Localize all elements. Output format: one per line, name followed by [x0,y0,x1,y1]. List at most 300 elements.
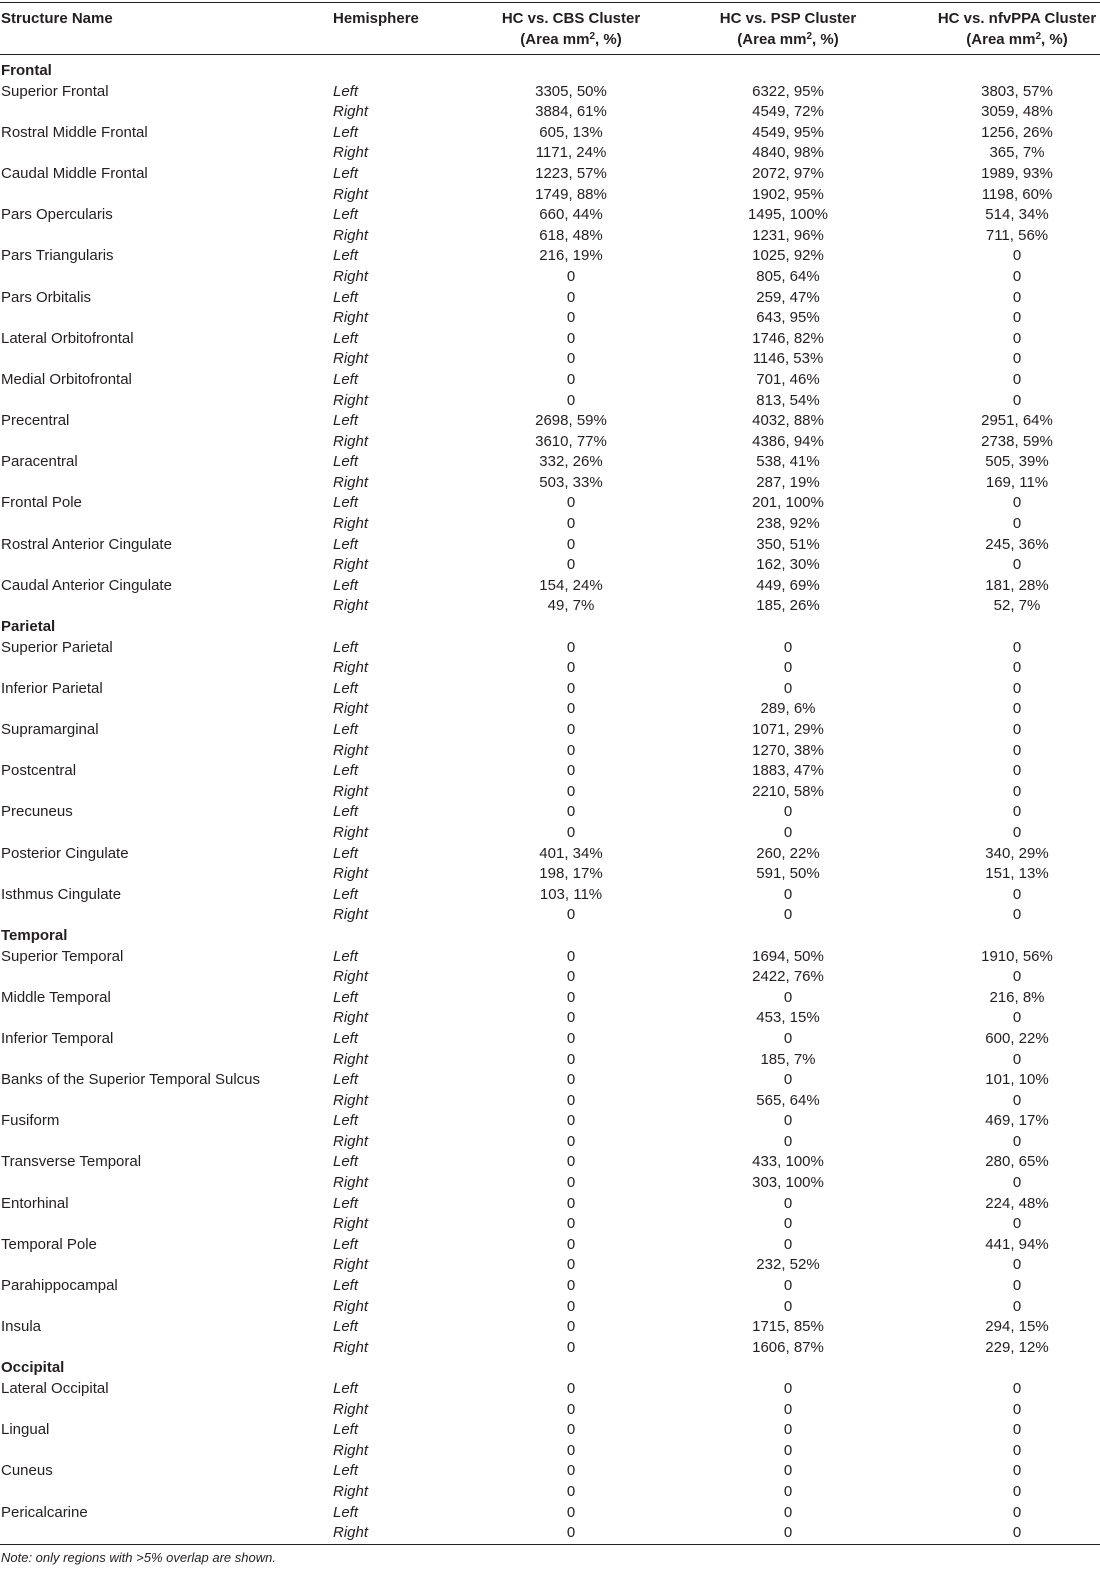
psp-value: 2210, 58% [752,782,824,800]
hemisphere-right: Right [333,432,369,450]
nfvppa-value: 3803, 57% [981,82,1053,100]
psp-value: 0 [783,1421,793,1439]
table-row [0,1070,1100,1091]
psp-value: 0 [783,1277,793,1295]
table-row [0,1008,1100,1029]
nfvppa-value: 0 [1012,741,1022,759]
table-row [0,638,1100,659]
psp-value: 0 [783,1132,793,1150]
psp-value: 4549, 72% [752,103,824,121]
table-row [0,1503,1100,1524]
nfvppa-value: 216, 8% [989,988,1045,1006]
nfvppa-value: 0 [1012,1174,1022,1192]
table-row [0,1400,1100,1421]
cbs-value: 401, 34% [539,844,603,862]
nfvppa-value: 0 [1012,370,1022,388]
structure-name: Transverse Temporal [1,1153,142,1171]
cbs-value: 0 [566,741,576,759]
hemisphere-right: Right [333,1482,369,1500]
nfvppa-value: 1910, 56% [981,947,1053,965]
structure-name: Posterior Cingulate [1,844,129,862]
nfvppa-value: 469, 17% [985,1112,1049,1130]
nfvppa-value: 0 [1012,1462,1022,1480]
nfvppa-value: 294, 15% [985,1318,1049,1336]
table-row [0,370,1100,391]
psp-value: 0 [783,1215,793,1233]
header-hc-vs-nfvppa [907,8,1100,50]
hemisphere-right: Right [333,906,369,924]
cbs-value: 618, 48% [539,226,603,244]
psp-value: 0 [783,1235,793,1253]
cbs-value: 0 [566,679,576,697]
cbs-value: 103, 11% [539,885,603,903]
hemisphere-left: Left [333,1380,359,1397]
cbs-value: 1223, 57% [535,164,607,182]
table-row [0,1194,1100,1215]
table-row [0,1152,1100,1173]
table-row [0,1111,1100,1132]
table-row [0,1379,1100,1400]
nfvppa-value: 0 [1012,659,1022,677]
psp-value: 185, 7% [760,1050,816,1068]
nfvppa-value: 0 [1012,494,1022,512]
cbs-value: 503, 33% [539,473,603,491]
psp-value: 1146, 53% [752,350,824,368]
table-row [0,1132,1100,1153]
psp-value: 4386, 94% [752,432,824,450]
cbs-value: 0 [566,823,576,841]
table-row [0,329,1100,350]
table-row [0,864,1100,885]
cbs-value: 216, 19% [539,247,603,265]
psp-value: 453, 15% [756,1009,820,1027]
hemisphere-left: Left [333,247,359,265]
hemisphere-left: Left [333,453,359,471]
nfvppa-value: 0 [1012,679,1022,697]
hemisphere-left: Left [333,1194,359,1212]
psp-value: 1025, 92% [752,247,824,265]
hemisphere-right: Right [333,350,369,368]
nfvppa-value: 1198, 60% [981,185,1053,203]
hemisphere-left: Left [333,844,359,862]
table-row [0,761,1100,782]
cbs-value: 0 [566,1462,576,1480]
psp-value: 0 [783,1029,793,1047]
hemisphere-right: Right [333,1338,369,1356]
hemisphere-right: Right [333,556,369,574]
nfvppa-value: 0 [1012,1400,1022,1418]
cbs-value: 0 [566,535,576,553]
structure-name: Superior Parietal [1,638,113,656]
psp-value: 0 [783,1194,793,1212]
psp-value: 0 [783,803,793,821]
structure-name: Supramarginal [1,721,99,738]
nfvppa-value: 0 [1012,1277,1022,1295]
section-header-row [0,617,1100,638]
psp-value: 0 [783,1441,793,1459]
nfvppa-value: 0 [1012,721,1022,738]
header-hc-vs-cbs [461,8,681,50]
nfvppa-value: 0 [1012,1091,1022,1109]
structure-name: Middle Temporal [1,988,111,1006]
nfvppa-value: 280, 65% [985,1153,1049,1171]
psp-value: 0 [783,679,793,697]
cbs-value: 0 [566,1174,576,1192]
table-row [0,143,1100,164]
nfvppa-value: 224, 48% [985,1194,1049,1212]
structure-name: Postcentral [1,762,77,780]
nfvppa-value: 0 [1012,1482,1022,1500]
header-hc-vs-psp [678,8,898,50]
table-note: Note: only regions with >5% overlap are shown. [1,1550,276,1565]
hemisphere-left: Left [333,123,359,141]
structure-name: Paracentral [1,453,78,471]
psp-value: 6322, 95% [752,82,824,100]
hemisphere-left: Left [333,947,359,965]
table-row [0,1441,1100,1462]
header-structure-name: Structure Name [1,10,113,27]
table-row [0,555,1100,576]
nfvppa-value: 0 [1012,329,1022,347]
psp-value: 643, 95% [756,309,820,327]
structure-name: Lingual [1,1421,50,1439]
cbs-value: 0 [566,1132,576,1150]
table-row [0,1091,1100,1112]
nfvppa-value: 3059, 48% [981,103,1053,121]
table-row [0,1029,1100,1050]
table-row [0,535,1100,556]
hemisphere-right: Right [333,1009,369,1027]
nfvppa-value: 0 [1012,1050,1022,1068]
nfvppa-value: 514, 34% [985,206,1049,224]
section-header-row [0,1358,1100,1379]
nfvppa-value: 365, 7% [989,144,1045,162]
table-row [0,1297,1100,1318]
nfvppa-value: 0 [1012,762,1022,780]
cbs-value: 0 [566,1297,576,1315]
psp-value: 303, 100% [752,1174,824,1192]
hemisphere-left: Left [333,1421,359,1439]
hemisphere-left: Left [333,721,359,738]
table-row [0,596,1100,617]
nfvppa-value: 0 [1012,1380,1022,1397]
hemisphere-right: Right [333,782,369,800]
hemisphere-left: Left [333,1277,359,1295]
cbs-value: 0 [566,1524,576,1542]
cbs-value: 0 [566,1112,576,1130]
hemisphere-right: Right [333,741,369,759]
psp-value: 0 [783,823,793,841]
table-row [0,885,1100,906]
structure-name: Banks of the Superior Temporal Sulcus [1,1071,261,1089]
hemisphere-left: Left [333,762,359,780]
hemisphere-left: Left [333,1503,359,1521]
table-row [0,1482,1100,1503]
hemisphere-left: Left [333,1112,359,1130]
table-row [0,267,1100,288]
table-row [0,1214,1100,1235]
table-row [0,349,1100,370]
cbs-value: 0 [566,350,576,368]
table-row [0,288,1100,309]
nfvppa-value: 101, 10% [985,1071,1049,1089]
psp-value: 0 [783,1071,793,1089]
cbs-value: 0 [566,1503,576,1521]
table-row [0,1276,1100,1297]
table-row [0,123,1100,144]
cbs-value: 3610, 77% [535,432,607,450]
nfvppa-value: 0 [1012,1503,1022,1521]
section-title: Frontal [1,62,52,79]
table-row [0,1338,1100,1359]
section-header-row [0,926,1100,947]
header-hc-vs-psp-title: HC vs. PSP Cluster [719,10,857,27]
psp-value: 162, 30% [756,556,820,574]
cbs-value: 1749, 88% [535,185,607,203]
psp-value: 259, 47% [756,288,820,306]
cbs-value: 0 [566,370,576,388]
psp-value: 185, 26% [756,597,820,615]
table-row [0,1461,1100,1482]
hemisphere-right: Right [333,865,369,883]
psp-value: 0 [783,1482,793,1500]
table-row [0,391,1100,412]
hemisphere-left: Left [333,679,359,697]
table-body [0,61,1100,1544]
cbs-value: 0 [566,556,576,574]
structure-name: Precentral [1,412,70,430]
psp-value: 232, 52% [756,1256,820,1274]
psp-value: 350, 51% [756,535,820,553]
cbs-value: 0 [566,1029,576,1047]
structure-name: Entorhinal [1,1194,69,1212]
table-row [0,1420,1100,1441]
nfvppa-value: 181, 28% [985,576,1049,594]
psp-value: 1746, 82% [752,329,824,347]
structure-name: Precuneus [1,803,73,821]
psp-value: 0 [783,1297,793,1315]
section-title: Parietal [1,618,56,636]
psp-value: 0 [783,1380,793,1397]
hemisphere-left: Left [333,988,359,1006]
header-hc-vs-nfvppa-unit: (Area $mm^2$, %) [966,31,1068,48]
table-row [0,988,1100,1009]
hemisphere-right: Right [333,1050,369,1068]
nfvppa-value: 0 [1012,906,1022,924]
psp-value: 1694, 50% [752,947,824,965]
structure-name: Cuneus [1,1462,53,1480]
cbs-value: 0 [566,267,576,285]
table-row [0,1050,1100,1071]
hemisphere-right: Right [333,1441,369,1459]
nfvppa-value: 2951, 64% [981,412,1053,430]
nfvppa-value: 169, 11% [985,473,1049,491]
hemisphere-right: Right [333,515,369,533]
table-row [0,82,1100,103]
bottom-rule [0,1544,1100,1545]
nfvppa-value: 0 [1012,288,1022,306]
hemisphere-right: Right [333,226,369,244]
nfvppa-value: 0 [1012,823,1022,841]
table-row [0,493,1100,514]
hemisphere-left: Left [333,206,359,224]
hemisphere-left: Left [333,1462,359,1480]
hemisphere-right: Right [333,1400,369,1418]
nfvppa-value: 0 [1012,1421,1022,1439]
cbs-value: 0 [566,659,576,677]
cbs-value: 0 [566,1091,576,1109]
structure-name: Lateral Orbitofrontal [1,329,134,347]
hemisphere-right: Right [333,1297,369,1315]
cbs-value: 0 [566,700,576,718]
table-row [0,452,1100,473]
hemisphere-left: Left [333,164,359,182]
nfvppa-value: 0 [1012,885,1022,903]
hemisphere-left: Left [333,535,359,553]
header-hc-vs-nfvppa-title: HC vs. nfvPPA Cluster [937,10,1097,27]
table-row [0,185,1100,206]
cbs-value: 0 [566,638,576,656]
hemisphere-right: Right [333,1256,369,1274]
structure-name: Medial Orbitofrontal [1,370,132,388]
cbs-value: 0 [566,762,576,780]
table-row [0,205,1100,226]
hemisphere-left: Left [333,412,359,430]
nfvppa-value: 0 [1012,968,1022,986]
top-rule [0,2,1100,3]
structure-name: Parahippocampal [1,1277,118,1295]
psp-value: 1231, 96% [752,226,824,244]
table-row [0,679,1100,700]
structure-name: Inferior Temporal [1,1029,114,1047]
psp-value: 4549, 95% [752,123,824,141]
structure-name: Pars Orbitalis [1,288,92,306]
hemisphere-right: Right [333,659,369,677]
structure-name: Pericalcarine [1,1503,88,1521]
cbs-value: 0 [566,1194,576,1212]
psp-value: 0 [783,1503,793,1521]
hemisphere-right: Right [333,267,369,285]
nfvppa-value: 340, 29% [985,844,1049,862]
table-row [0,1173,1100,1194]
cbs-value: 0 [566,1338,576,1356]
table-row [0,802,1100,823]
psp-value: 1606, 87% [752,1338,824,1356]
cbs-value: 0 [566,515,576,533]
structure-name: Superior Frontal [1,82,109,100]
nfvppa-value: 0 [1012,556,1022,574]
structure-name: Caudal Middle Frontal [1,164,148,182]
structure-name: Rostral Anterior Cingulate [1,535,172,553]
psp-value: 238, 92% [756,515,820,533]
psp-value: 4032, 88% [752,412,824,430]
structure-name: Lateral Occipital [1,1380,109,1397]
hemisphere-right: Right [333,1091,369,1109]
nfvppa-value: 0 [1012,391,1022,409]
nfvppa-value: 151, 13% [985,865,1049,883]
hemisphere-right: Right [333,1524,369,1542]
cbs-value: 154, 24% [539,576,603,594]
table-row [0,782,1100,803]
nfvppa-value: 0 [1012,515,1022,533]
hemisphere-right: Right [333,597,369,615]
nfvppa-value: 600, 22% [985,1029,1049,1047]
nfvppa-value: 0 [1012,309,1022,327]
table-row [0,720,1100,741]
structure-name: Temporal Pole [1,1235,97,1253]
hemisphere-left: Left [333,576,359,594]
table-row [0,1317,1100,1338]
hemisphere-left: Left [333,1235,359,1253]
nfvppa-value: 0 [1012,247,1022,265]
hemisphere-right: Right [333,1174,369,1192]
structure-name: Pars Opercularis [1,206,113,224]
psp-value: 701, 46% [756,370,820,388]
nfvppa-value: 441, 94% [985,1235,1049,1253]
hemisphere-right: Right [333,185,369,203]
cbs-value: 3305, 50% [535,82,607,100]
table-row [0,1255,1100,1276]
hemisphere-left: Left [333,1318,359,1336]
nfvppa-value: 2738, 59% [981,432,1053,450]
section-header-row [0,61,1100,82]
table-row [0,411,1100,432]
hemisphere-right: Right [333,700,369,718]
hemisphere-right: Right [333,144,369,162]
cbs-value: 0 [566,1400,576,1418]
header-hemisphere: Hemisphere [333,10,419,27]
psp-value: 1715, 85% [752,1318,824,1336]
nfvppa-value: 0 [1012,1009,1022,1027]
section-title: Occipital [1,1359,65,1377]
cbs-value: 0 [566,1153,576,1171]
table-row [0,164,1100,185]
hemisphere-left: Left [333,370,359,388]
cbs-value: 0 [566,721,576,738]
section-title: Temporal [1,926,68,944]
nfvppa-value: 0 [1012,1132,1022,1150]
psp-value: 1495, 100% [747,206,829,224]
cbs-value: 0 [566,1421,576,1439]
hemisphere-left: Left [333,494,359,512]
structure-name: Rostral Middle Frontal [1,123,148,141]
psp-value: 0 [783,638,793,656]
psp-value: 1071, 29% [752,721,824,738]
cbs-value: 0 [566,1318,576,1336]
table-row [0,967,1100,988]
structure-name: Pars Triangularis [1,247,114,265]
psp-value: 449, 69% [756,576,820,594]
nfvppa-value: 0 [1012,1524,1022,1542]
nfvppa-value: 0 [1012,782,1022,800]
cbs-value: 0 [566,494,576,512]
cbs-value: 3884, 61% [535,103,607,121]
cbs-value: 332, 26% [539,453,603,471]
hemisphere-left: Left [333,638,359,656]
table-row [0,473,1100,494]
psp-value: 287, 19% [756,473,820,491]
cbs-value: 0 [566,1256,576,1274]
table-row [0,1235,1100,1256]
cbs-value: 605, 13% [539,123,603,141]
header-rule [0,54,1100,55]
cbs-value: 1171, 24% [535,144,607,162]
nfvppa-value: 1989, 93% [981,164,1053,182]
cbs-value: 0 [566,1482,576,1500]
hemisphere-left: Left [333,1029,359,1047]
table-row [0,102,1100,123]
cbs-value: 198, 17% [539,865,603,883]
